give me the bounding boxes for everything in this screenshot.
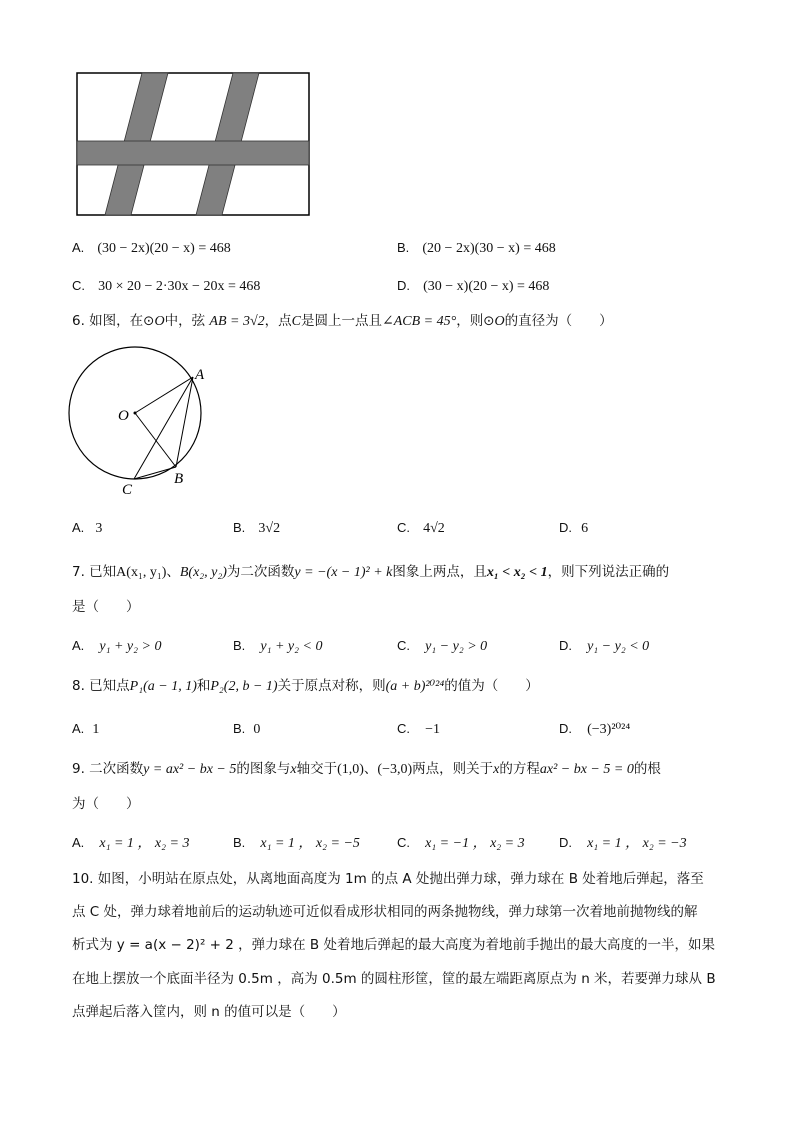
option-letter: B.	[233, 835, 246, 850]
option-letter: A.	[72, 520, 85, 535]
q5-option-c	[72, 275, 260, 295]
option-letter: C.	[397, 721, 410, 736]
text: 中，弦	[164, 313, 206, 329]
option-expr: x₁ = 1 ， x₂ = 3	[99, 836, 190, 851]
circle-figure	[66, 345, 216, 500]
option-value: 1	[92, 722, 100, 737]
option-value: 3	[95, 521, 103, 536]
text: 关于原点对称，则	[277, 678, 386, 694]
option-letter: C.	[397, 835, 410, 850]
road-figure	[76, 72, 312, 218]
segment-ob	[135, 413, 176, 467]
math-var: C	[291, 314, 301, 329]
q9-option-c	[397, 832, 525, 852]
q6-option-a	[72, 517, 102, 537]
q10-line-2: 点 C 处，弹力球着地前后的运动轨迹可近似看成形状相同的两条抛物线，弹力球第一次着地前抛物线的解	[72, 904, 698, 920]
option-expr: y₁ + y₂ < 0	[260, 639, 323, 654]
option-expr: (30 − 2x)(20 − x) = 468	[97, 241, 231, 256]
q9-stem-line2: 为（ ）	[72, 796, 140, 812]
option-letter: A.	[72, 638, 85, 653]
q8-option-c	[397, 718, 440, 738]
option-letter: C.	[397, 520, 410, 535]
text: 9. 二次函数	[72, 761, 144, 777]
math-expr: ax² − bx − 5 = 0	[539, 762, 634, 777]
math-expr: B(x₂, y₂)	[179, 565, 227, 580]
text: 的根	[633, 761, 661, 777]
q6-option-b	[233, 517, 280, 537]
option-value: (−3)²⁰²⁴	[587, 722, 631, 737]
q8-stem	[72, 677, 539, 696]
q8-option-d	[559, 718, 630, 738]
math-expr: (−3,0)	[377, 762, 413, 777]
option-letter: D.	[559, 638, 572, 653]
option-letter: D.	[559, 721, 572, 736]
text: 是圆上一点且	[300, 313, 382, 329]
option-letter: C.	[397, 638, 410, 653]
option-value: 3√2	[258, 521, 281, 536]
horizontal-road	[77, 141, 309, 165]
math-expr: AB = 3√2	[209, 314, 265, 329]
q10-line-1: 10. 如图，小明站在原点处，从离地面高度为 1m 的点 A 处抛出弹力球，弹力球在 B 处着地后弹起，落至	[72, 871, 704, 887]
text: 6. 如图，在⊙	[72, 313, 155, 329]
option-expr: x₁ = −1 ， x₂ = 3	[425, 836, 525, 851]
math-expr: (1,0)	[337, 762, 364, 777]
text: 图象上两点，且	[392, 564, 487, 580]
segment-ac	[134, 377, 193, 479]
option-expr: y₁ + y₂ > 0	[99, 639, 162, 654]
text: ，则下列说法正确的	[547, 564, 670, 580]
q7-option-b	[233, 635, 322, 655]
q10-line-3: 析式为 y = a(x − 2)² + 2 ，弹力球在 B 处着地后弹起的最大高度为着地前手抛出的最大高度的一半，如果	[72, 937, 715, 953]
q9-option-d	[559, 832, 687, 852]
text: ，则⊙	[456, 313, 495, 329]
option-letter: D.	[559, 520, 572, 535]
q8-option-a	[72, 718, 99, 738]
text: 的直径为（ ）	[504, 313, 613, 329]
q10-line-5: 点弹起后落入筐内，则 n 的值可以是（ ）	[72, 1004, 346, 1020]
segment-oa	[135, 377, 193, 413]
label-c: C	[122, 482, 133, 498]
text: 、	[363, 761, 378, 777]
text: 7. 已知	[72, 564, 117, 580]
option-letter: A.	[72, 835, 85, 850]
math-expr: y = −(x − 1)² + k	[294, 565, 393, 580]
option-expr: y₁ − y₂ > 0	[425, 639, 488, 654]
text: 的图象与	[236, 761, 291, 777]
option-letter: B.	[233, 520, 246, 535]
math-expr: P₂(2, b − 1)	[210, 679, 278, 694]
option-expr: 30 × 20 − 2·30x − 20x = 468	[98, 279, 261, 294]
text: 和	[196, 678, 211, 694]
q7-option-a	[72, 635, 161, 655]
option-letter: D.	[397, 278, 410, 293]
center-dot	[134, 412, 137, 415]
math-var: O	[154, 314, 165, 329]
label-a: A	[195, 367, 205, 383]
text: ，点	[264, 313, 292, 329]
math-expr: A(x₁, y₁)	[116, 565, 167, 580]
option-letter: C.	[72, 278, 85, 293]
q5-option-b	[397, 237, 556, 257]
math-expr: (a + b)²⁰²⁴	[385, 679, 445, 694]
q6-option-c	[397, 517, 445, 537]
text: 轴交于	[296, 761, 338, 777]
text: 、	[166, 564, 180, 580]
text: 的方程	[499, 761, 540, 777]
option-expr: x₁ = 1 ， x₂ = −5	[260, 836, 360, 851]
label-b: B	[174, 471, 184, 487]
option-letter: B.	[397, 240, 410, 255]
math-var: x	[290, 762, 297, 777]
text: 两点，则关于	[412, 761, 494, 777]
q6-option-d	[559, 517, 588, 537]
option-expr: x₁ = 1 ， x₂ = −3	[587, 836, 687, 851]
math-expr: ∠ACB = 45°	[381, 314, 457, 329]
option-expr: (30 − x)(20 − x) = 468	[423, 279, 550, 294]
q7-option-d	[559, 635, 649, 655]
q10-line-4: 在地上摆放一个底面半径为 0.5m ，高为 0.5m 的圆柱形筐，筐的最左端距离原点为 n 米，若要弹力球从 B	[72, 971, 716, 987]
text: 8. 已知点	[72, 678, 130, 694]
q9-stem-line1	[72, 760, 661, 779]
option-expr: (20 − 2x)(30 − x) = 468	[422, 241, 556, 256]
q7-stem-line1	[72, 563, 669, 582]
option-value: 6	[581, 521, 589, 536]
text: 为二次函数	[226, 564, 295, 580]
math-var: x	[493, 762, 500, 777]
option-letter: A.	[72, 721, 85, 736]
label-o: O	[118, 408, 129, 424]
q9-option-a	[72, 832, 189, 852]
option-letter: B.	[233, 638, 246, 653]
q5-option-d	[397, 275, 549, 295]
q9-option-b	[233, 832, 360, 852]
option-value: 0	[253, 722, 261, 737]
option-value: 4√2	[423, 521, 445, 536]
math-expr: y = ax² − bx − 5	[143, 762, 237, 777]
q6-stem	[72, 312, 613, 331]
option-letter: B.	[233, 721, 246, 736]
q5-option-a	[72, 237, 231, 257]
option-letter: D.	[559, 835, 572, 850]
q7-option-c	[397, 635, 487, 655]
math-expr: P₁(a − 1, 1)	[129, 679, 197, 694]
math-expr: x₁ < x₂ < 1	[486, 565, 548, 580]
q8-option-b	[233, 718, 260, 738]
option-expr: y₁ − y₂ < 0	[587, 639, 650, 654]
q7-stem-line2: 是（ ）	[72, 599, 140, 615]
option-letter: A.	[72, 240, 85, 255]
math-var: O	[494, 314, 505, 329]
segment-ab	[176, 377, 193, 467]
option-value: −1	[425, 722, 440, 737]
text: 的值为（ ）	[444, 678, 539, 694]
